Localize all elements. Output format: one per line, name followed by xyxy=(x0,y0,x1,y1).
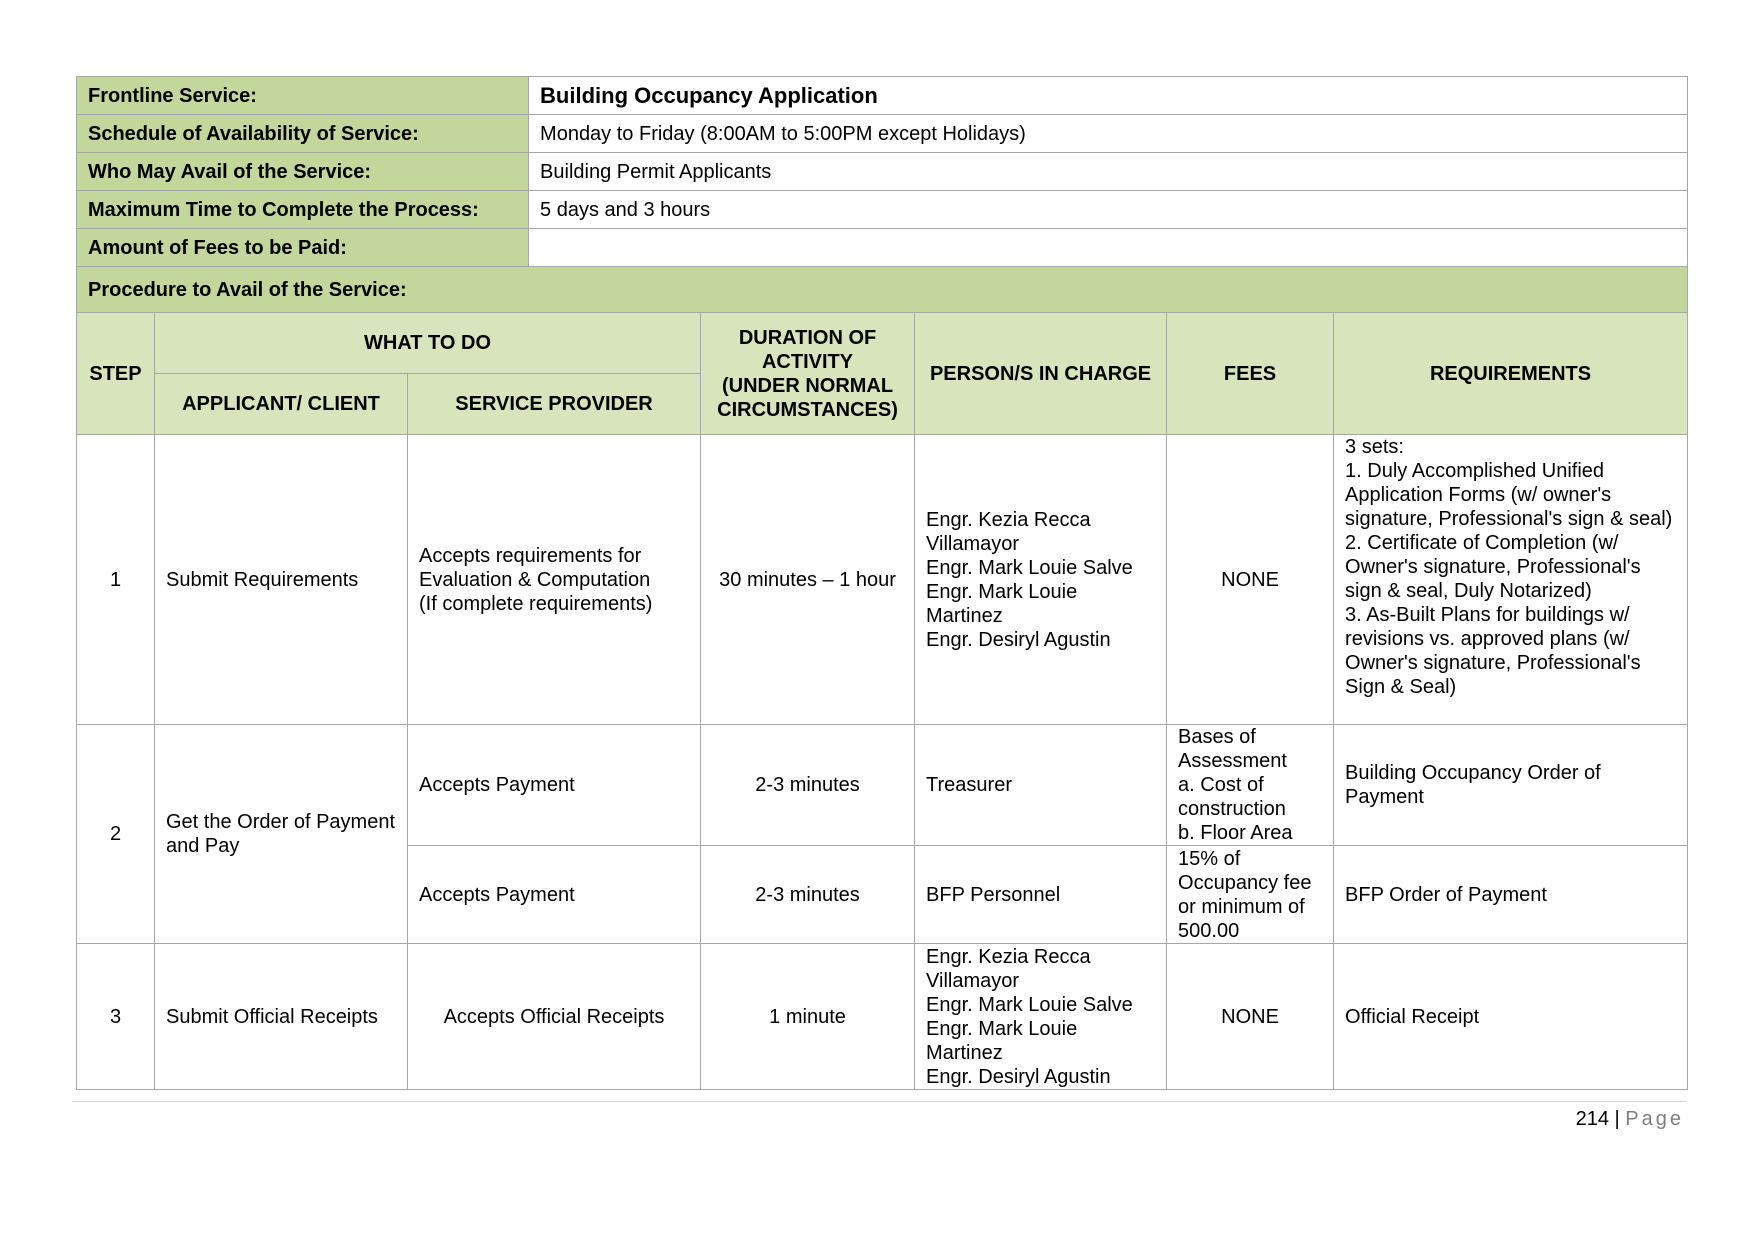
duration-value: 2-3 minutes xyxy=(701,725,915,846)
provider-action: Accepts Official Receipts xyxy=(408,944,701,1090)
duration-value: 30 minutes – 1 hour xyxy=(701,435,915,725)
requirements-list: Official Receipt xyxy=(1334,944,1688,1090)
persons-in-charge: BFP Personnel xyxy=(915,846,1167,944)
page-number-value: 214 xyxy=(1575,1108,1609,1130)
requirements-header: REQUIREMENTS xyxy=(1334,313,1688,435)
procedure-row xyxy=(77,267,1688,313)
provider-header: SERVICE PROVIDER xyxy=(408,374,701,435)
table-row xyxy=(77,435,1688,725)
persons-in-charge: Treasurer xyxy=(915,725,1167,846)
step-number: 3 xyxy=(77,944,155,1090)
duration-header xyxy=(701,313,915,435)
applicant-action: Submit Official Receipts xyxy=(155,944,408,1090)
requirements-list: Building Occupancy Order of Payment xyxy=(1334,725,1688,846)
fees-value: Bases of Assessment a. Cost of construction b. Floor Area xyxy=(1167,725,1334,846)
applicant-action: Get the Order of Payment and Pay xyxy=(155,725,408,944)
schedule-label: Schedule of Availability of Service: xyxy=(77,115,529,153)
persons-in-charge: Engr. Kezia Recca Villamayor Engr. Mark Louie Salve Engr. Mark Louie Martinez Engr. Desiryl Agustin xyxy=(915,435,1167,725)
provider-action: Accepts Payment xyxy=(408,725,701,846)
max-time-row xyxy=(77,191,1688,229)
fees-value: 15% of Occupancy fee or minimum of 500.00 xyxy=(1167,846,1334,944)
requirements-list: BFP Order of Payment xyxy=(1334,846,1688,944)
applicant-header: APPLICANT/ CLIENT xyxy=(155,374,408,435)
who-may-avail-value: Building Permit Applicants xyxy=(529,153,1688,191)
what-to-do-header: WHAT TO DO xyxy=(155,313,701,374)
frontline-service-row xyxy=(77,77,1688,115)
who-may-avail-row xyxy=(77,153,1688,191)
duration-header-line1: DURATION OF ACTIVITY xyxy=(738,326,877,373)
table-row xyxy=(77,725,1688,846)
schedule-row xyxy=(77,115,1688,153)
frontline-service-value: Building Occupancy Application xyxy=(529,77,1688,115)
page-word: Page xyxy=(1625,1108,1684,1130)
who-may-avail-label: Who May Avail of the Service: xyxy=(77,153,529,191)
fees-value: NONE xyxy=(1167,435,1334,725)
procedure-label: Procedure to Avail of the Service: xyxy=(77,267,1688,313)
fees-row xyxy=(77,229,1688,267)
provider-action: Accepts requirements for Evaluation & Computation (If complete requirements) xyxy=(408,435,701,725)
persons-header: PERSON/S IN CHARGE xyxy=(915,313,1167,435)
page-number xyxy=(1576,1108,1684,1131)
column-header-row xyxy=(77,313,1688,374)
requirements-list: 3 sets: 1. Duly Accomplished Unified Application Forms (w/ owner's signature, Professional's sign & seal) 2. Certificate of Completion (w/ Owner's signature, Professional's sign & seal, Duly Notarized) 3. As-Built Plans for buildings w/ revisions vs. approved plans (w/ Owner's signature, Professional's Sign & Seal) xyxy=(1334,435,1688,725)
step-number: 1 xyxy=(77,435,155,725)
duration-value: 2-3 minutes xyxy=(701,846,915,944)
applicant-action: Submit Requirements xyxy=(155,435,408,725)
fees-label: Amount of Fees to be Paid: xyxy=(77,229,529,267)
page-number-separator: | xyxy=(1614,1108,1620,1130)
max-time-value: 5 days and 3 hours xyxy=(529,191,1688,229)
provider-action: Accepts Payment xyxy=(408,846,701,944)
persons-in-charge: Engr. Kezia Recca Villamayor Engr. Mark Louie Salve Engr. Mark Louie Martinez Engr. Desiryl Agustin xyxy=(915,944,1167,1090)
duration-value: 1 minute xyxy=(701,944,915,1090)
frontline-service-label: Frontline Service: xyxy=(77,77,529,115)
footer-divider xyxy=(72,1101,1687,1102)
fees-value xyxy=(529,229,1688,267)
step-number: 2 xyxy=(77,725,155,944)
max-time-label: Maximum Time to Complete the Process: xyxy=(77,191,529,229)
schedule-value: Monday to Friday (8:00AM to 5:00PM except Holidays) xyxy=(529,115,1688,153)
fees-header: FEES xyxy=(1167,313,1334,435)
citizen-charter-page xyxy=(76,76,1687,1090)
step-header: STEP xyxy=(77,313,155,435)
table-row xyxy=(77,944,1688,1090)
fees-value: NONE xyxy=(1167,944,1334,1090)
service-table xyxy=(76,76,1688,1090)
duration-header-line2: (UNDER NORMAL CIRCUMSTANCES) xyxy=(717,374,898,421)
